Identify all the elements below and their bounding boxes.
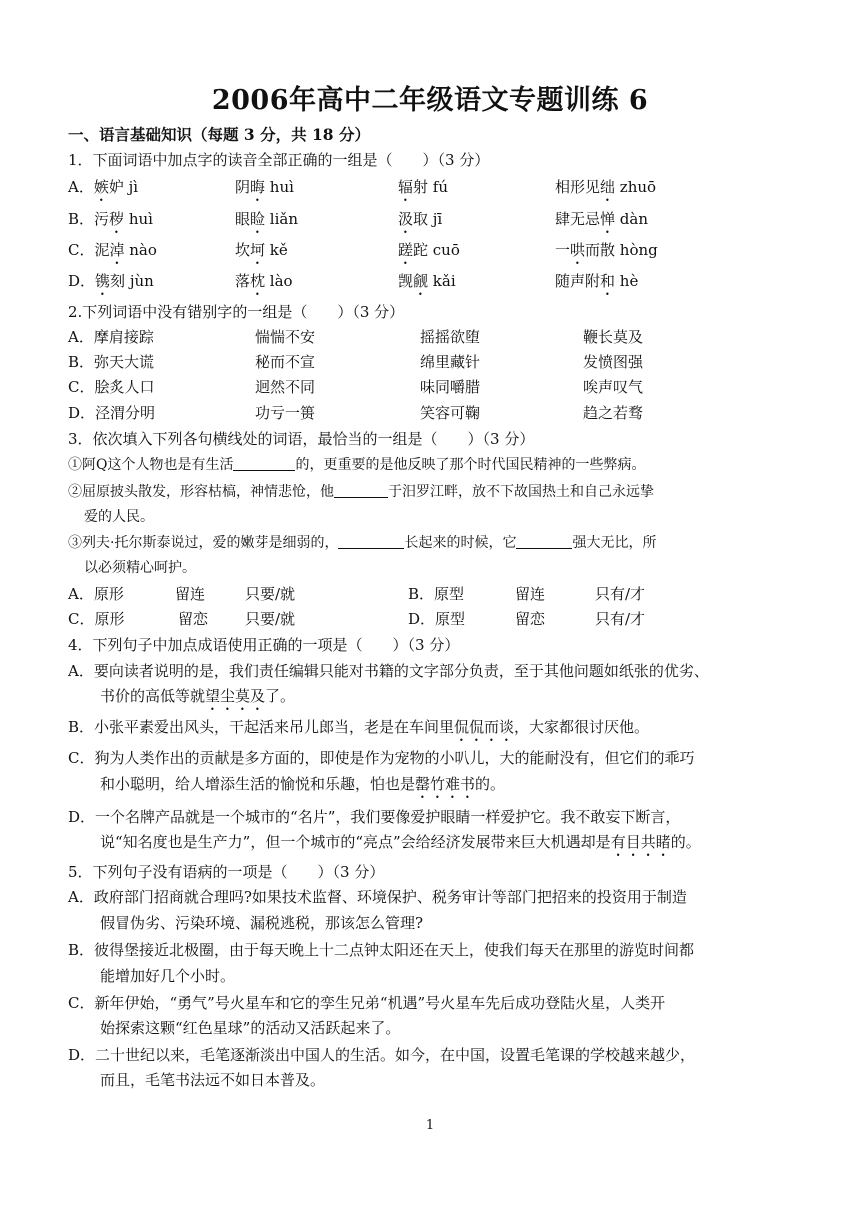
q1-d-1: D．镌刻 jùn bbox=[68, 272, 154, 290]
q3-option-d-3: 只有/才 bbox=[595, 610, 646, 628]
q2-c-3: 味同嚼腊 bbox=[420, 378, 481, 396]
q2-a-3: 摇摇欲堕 bbox=[420, 328, 481, 346]
q3-sentence-1: ①阿Q这个人物也是有生活 的，更重要的是他反映了那个时代国民精神的一些弊病。 bbox=[68, 454, 645, 476]
q1-a-1: A．嫉妒 jì bbox=[68, 178, 139, 196]
q1-c-2: 坎坷 kě bbox=[235, 241, 288, 259]
q1-a-3: 辐射 fú bbox=[398, 178, 448, 196]
q2-d-2: 功亏一篑 bbox=[255, 404, 316, 422]
section-heading: 一、语言基础知识（每题 3 分，共 18 分） bbox=[68, 125, 370, 144]
q2-a-2: 惴惴不安 bbox=[255, 328, 316, 346]
q4-option-b: B．小张平素爱出风头，干起活来吊儿郎当，老是在车间里侃侃而谈，大家都很讨厌他。 bbox=[68, 718, 650, 736]
q2-stem: 2.下列词语中没有错别字的一组是（ ）（3 分） bbox=[68, 303, 405, 321]
q3-option-c-3: 只要/就 bbox=[245, 610, 296, 628]
q3-option-b-2: 留连 bbox=[515, 585, 546, 603]
q3-sentence-3: ③列夫·托尔斯泰说过，爱的嫩芽是细弱的， 长起来的时候，它 强大无比，所 bbox=[68, 532, 656, 554]
q1-b-4: 肆无忌惮 dàn bbox=[555, 210, 649, 228]
q3-option-a-2: 留连 bbox=[175, 585, 206, 603]
q4-stem: 4．下列句子中加点成语使用正确的一项是（ ）（3 分） bbox=[68, 636, 460, 654]
answer-blank[interactable] bbox=[338, 532, 404, 549]
q2-b-4: 发愤图强 bbox=[583, 353, 644, 371]
q4-option-d: D．一个名牌产品就是一个城市的“名片”，我们要像爱护眼睛一样爱护它。我不敢妄下断言， bbox=[68, 808, 681, 826]
q4-option-c-cont: 和小聪明，给人增添生活的愉悦和乐趣，怕也是罄竹难书的。 bbox=[100, 775, 506, 793]
q1-d-4: 随声附和 hè bbox=[555, 272, 639, 290]
q1-b-1: B．污秽 huì bbox=[68, 210, 153, 228]
q3-option-a-1: A．原形 bbox=[68, 585, 124, 603]
q1-b-3: 汲取 jī bbox=[398, 210, 443, 228]
q3-sentence-2-cont: 爱的人民。 bbox=[84, 509, 154, 525]
q2-d-1: D．泾渭分明 bbox=[68, 404, 156, 422]
q1-d-3: 觊觎 kǎi bbox=[398, 272, 456, 290]
q2-d-4: 趋之若骛 bbox=[583, 404, 644, 422]
answer-blank[interactable] bbox=[334, 481, 388, 498]
q2-c-4: 唉声叹气 bbox=[583, 378, 644, 396]
q1-c-3: 蹉跎 cuō bbox=[398, 241, 460, 259]
q2-c-1: C．脍炙人口 bbox=[68, 378, 155, 396]
q3-sentence-2: ②屈原披头散发，形容枯槁，神情悲怆，他 于汨罗江畔，放不下故国热土和自己永远挚 bbox=[68, 481, 654, 503]
q1-c-1: C．泥淖 nào bbox=[68, 241, 157, 259]
q5-option-b: B．彼得堡接近北极圈，由于每天晚上十二点钟太阳还在天上，使我们每天在那里的游览时间都 bbox=[68, 941, 695, 959]
q1-c-4: 一哄而散 hòng bbox=[555, 241, 658, 259]
q5-option-c-cont: 始探索这颗“红色星球”的活动又活跃起来了。 bbox=[100, 1019, 401, 1037]
q3-option-c-1: C．原形 bbox=[68, 610, 125, 628]
q4-option-a-cont: 书价的高低等就望尘莫及了。 bbox=[100, 687, 296, 705]
answer-blank[interactable] bbox=[233, 454, 295, 471]
q4-option-c: C．狗为人类作出的贡献是多方面的，即使是作为宠物的小叭儿，大的能耐没有，但它们的乖巧 bbox=[68, 749, 695, 767]
page-number: 1 bbox=[425, 1118, 435, 1133]
q2-b-3: 绵里藏针 bbox=[420, 353, 481, 371]
q1-d-2: 落枕 lào bbox=[235, 272, 293, 290]
q2-b-1: B．弥天大谎 bbox=[68, 353, 155, 371]
q4-option-a: A．要向读者说明的是，我们责任编辑只能对书籍的文字部分负责，至于其他问题如纸张的优劣、 bbox=[68, 662, 709, 680]
q3-option-b-3: 只有/才 bbox=[595, 585, 646, 603]
q2-c-2: 迥然不同 bbox=[255, 378, 316, 396]
q3-option-d-1: D．原型 bbox=[408, 610, 466, 628]
q1-stem: 1．下面词语中加点字的读音全部正确的一组是（ ）（3 分） bbox=[68, 151, 490, 169]
q3-option-d-2: 留恋 bbox=[515, 610, 546, 628]
q1-b-2: 眼睑 liǎn bbox=[235, 210, 298, 228]
q5-stem: 5．下列句子没有语病的一项是（ ）（3 分） bbox=[68, 863, 385, 881]
page-title: 2006年高中二年级语文专题训练 6 bbox=[211, 85, 649, 116]
q1-a-2: 阴晦 huì bbox=[235, 178, 294, 196]
q3-option-b-1: B．原型 bbox=[408, 585, 465, 603]
q5-option-b-cont: 能增加好几个小时。 bbox=[100, 967, 236, 985]
q5-option-c: C．新年伊始，“勇气”号火星车和它的孪生兄弟“机遇”号火星车先后成功登陆火星，人类开 bbox=[68, 994, 666, 1012]
q2-a-4: 鞭长莫及 bbox=[583, 328, 644, 346]
q2-a-1: A．摩肩接踪 bbox=[68, 328, 154, 346]
q3-option-c-2: 留恋 bbox=[178, 610, 209, 628]
q5-option-a: A．政府部门招商就合理吗?如果技术监督、环境保护、税务审计等部门把招来的投资用于制造 bbox=[68, 888, 687, 906]
q1-a-4: 相形见绌 zhuō bbox=[555, 178, 657, 196]
q3-sentence-3-cont: 以必须精心呵护。 bbox=[84, 560, 196, 576]
q2-d-3: 笑容可鞠 bbox=[420, 404, 481, 422]
q3-stem: 3．依次填入下列各句横线处的词语，最恰当的一组是（ ）（3 分） bbox=[68, 430, 535, 448]
q4-option-d-cont: 说“知名度也是生产力”，但一个城市的“亮点”会给经济发展带来巨大机遇却是有目共睹的。 bbox=[100, 833, 701, 851]
q5-option-d: D．二十世纪以来，毛笔逐渐淡出中国人的生活。如今，在中国，设置毛笔课的学校越来越少， bbox=[68, 1046, 696, 1064]
q2-b-2: 秘而不宣 bbox=[255, 353, 316, 371]
q5-option-d-cont: 而且，毛笔书法远不如日本普及。 bbox=[100, 1071, 326, 1089]
q3-option-a-3: 只要/就 bbox=[245, 585, 296, 603]
q5-option-a-cont: 假冒伪劣、污染环境、漏税逃税，那该怎么管理? bbox=[100, 914, 424, 932]
answer-blank[interactable] bbox=[516, 532, 572, 549]
